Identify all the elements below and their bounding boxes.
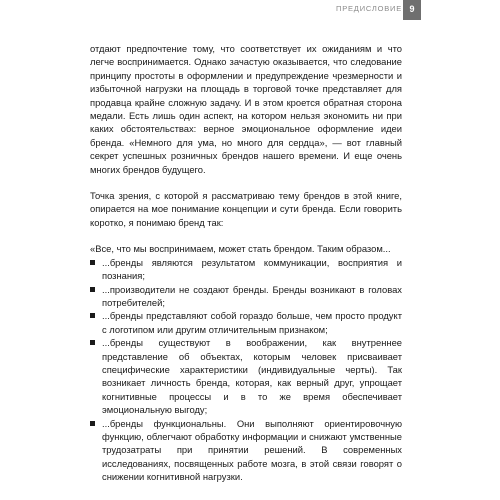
list-item-text: ...производители не создают бренды. Бренды возникают в головах потребителей;: [102, 283, 402, 308]
list-item: [90, 256, 402, 283]
list-item-text: ...бренды представляют собой гораздо больше, чем просто продукт с логотипом или другим отличительным признаком;: [102, 310, 402, 335]
paragraph-1: отдают предпочтение тому, что соответствует их ожиданиям и что легче воспринимается. Однако зачастую оказывается, что следование принципу простоты в оформлении и предупреждение чрезмерности и избыточной нагрузки на площадь в торговой точке представляет для продавца крайне сложную задачу. И в этом кроется обратная сторона медали. Есть лишь один аспект, на котором нельзя экономить ни при каких обстоятельствах: верное эмоциональное оформление идеи бренда. «Немного для ума, но много для сердца», — вот главный секрет успешных розничных брендов нашего времени. И еще очень многих брендов будущего.: [90, 43, 402, 175]
bullet-list: [90, 256, 402, 484]
page-body: [90, 42, 402, 484]
square-bullet-icon: [90, 313, 95, 318]
list-item-text: ...бренды существуют в воображении, как внутреннее представление об объектах, которым человек присваивает специфические характеристики (индивидуальные черты). Так возникает личность бренда, которая, как верный друг, упрощает когнитивные процессы и в то же время обеспечивает эмоциональную выгоду;: [102, 337, 402, 416]
list-item: [90, 283, 402, 310]
list-item: [90, 309, 402, 336]
square-bullet-icon: [90, 260, 95, 265]
list-item: [90, 336, 402, 416]
running-title: ПРЕДИСЛОВИЕ: [336, 4, 402, 13]
square-bullet-icon: [90, 287, 95, 292]
paragraph-3-quote-intro: «Все, что мы воспринимаем, может стать брендом. Таким образом...: [90, 243, 391, 255]
square-bullet-icon: [90, 340, 95, 345]
list-item-text: ...бренды являются результатом коммуникации, восприятия и познания;: [102, 256, 402, 282]
running-head: [0, 0, 500, 20]
paragraph-2: Точка зрения, с которой я рассматриваю тему брендов в этой книге, опирается на мое понимание концепции и сути бренда. Если говорить коротко, я понимаю бренд так:: [90, 190, 402, 228]
page-number: 9: [403, 0, 421, 20]
list-item-text: ...бренды функциональны. Они выполняют ориентировочную функцию, облегчают обработку информации и снижают умственные трудозатраты при принятии решений. В современных исследованиях, посвященных работе мозга, в этой связи говорят о снижении когнитивной нагрузки.: [102, 417, 402, 483]
square-bullet-icon: [90, 421, 95, 426]
list-item: [90, 417, 402, 484]
